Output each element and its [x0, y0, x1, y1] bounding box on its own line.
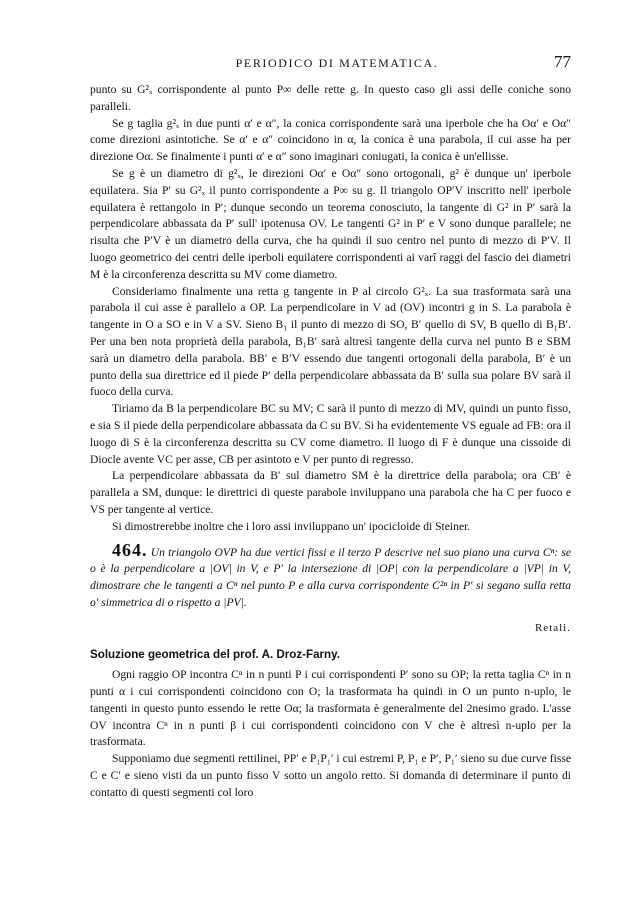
paragraph: punto su G²ₓ corrispondente al punto P∞ delle rette g. In questo caso gli assi delle coniche sono paralleli. [90, 83, 571, 113]
page-header [90, 52, 571, 82]
page-number: 77 [554, 52, 571, 71]
paragraph: La perpendicolare abbassata da B′ sul diametro SM è la direttrice della parabola; ora CB′ è parallela a SM, dunque: le direttrici di queste parabole inviluppano una parabola che ha C per fuoco e VS per tangente al vertice. [90, 469, 571, 516]
problem-author: Retali. [534, 621, 571, 634]
problem-statement [90, 539, 571, 612]
paragraph: Supponiamo due segmenti rettilinei, PP′ e P₁P₁′ i cui estremi P, P₁ e P′, P₁′ sieno su due curve fisse C e C′ e sieno visti da un punto fisso V sotto un angolo retto. Si domanda di determinare il punto di contatto di questi segmenti col loro [90, 752, 571, 799]
paragraph: Se g è un diametro di g²ₓ, le direzioni Oα′ e Oα″ sono ortogonali, g² è dunque un' iperbole equilatera. Sia P′ su G²ₓ il punto corrispondente a P∞ su g. Il triangolo OP′V inscritto nell' iperbole equilatera è rettangolo in P′; dunque secondo un teorema conosciuto, la tangente di G² in P′ sarà la perpendicolare abbassata da P′ sull' ipotenusa OV. Le tangenti G² in P′ e V sono dunque parallele; ne risulta che P′V è un diametro della curva, che ha quindi il suo centro nel punto di mezzo di P′V. Il luogo geometrico dei centri delle iperboli equilatere corrispondenti ai varî raggi del fascio dei diametri M è la circonferenza descritta su MV come diametro. [90, 166, 571, 281]
problem-text: Un triangolo OVP ha due vertici fissi e il terzo P descrive nel suo piano una curva Cⁿ: se o è la perpendicolare a |OV| in V, e P′ la intersezione di |OP| con la perpendicolare a |VP| in V, dimostrare che le tangenti a Cⁿ nel punto P e alla curva corrispondente C²ⁿ in P′ si segano sulla retta o′ simmetrica di o rispetto a |PV|. [90, 545, 571, 609]
paragraph: Ogni raggio OP incontra Cⁿ in n punti P i cui corrispondenti P′ sono su OP; la retta taglia Cⁿ in n punti α i cui corrispondenti coincidono con O; la trasformata ha quindi in O un punto n-uplo, le tangenti in questo punto essendo le rette Oα; la trasformata è generalmente del 2nesimo grado. L'asse OV incontra Cⁿ in n punti β i cui corrispondenti coincidono con V che è altresì n-uplo per la trasformata. [90, 668, 571, 749]
solution-title: Soluzione geometrica del prof. A. Droz-Farny. [90, 647, 340, 661]
paragraph: Si dimostrerebbe inoltre che i loro assi inviluppano un' ipocicloide di Steiner. [112, 519, 471, 533]
paragraph: Consideriamo finalmente una retta g tangente in P al circolo G²ₓ. La sua trasformata sarà una parabola il cui asse è parallelo a OP. La perpendicolare in V ad (OV) incontri g in S. La parabola è tangente in O a SO e in V a SV. Sieno B₁ il punto di mezzo di SO, B′ quello di SV, B quello di B₁B′. Per una ben nota proprietà della parabola, B₁B′ sarà altresì tangente della curva nel punto B e SBM sarà un diametro della parabola. BB′ e B′V essendo due tangenti ortogonali della parabola, B′ è un punto della sua direttrice ed il piede P′ della perpendicolare abbassata da B′ sulla sua polare BV sarà il fuoco della curva. [90, 284, 571, 399]
problem-number: 464. [112, 539, 148, 560]
article-body [90, 82, 571, 802]
paragraph: Tiriamo da B la perpendicolare BC su MV; C sarà il punto di mezzo di MV, quindi un punto fisso, e sia S il piede della perpendicolare abbassata da C su BV. Si ha evidentemente VS eguale ad FB: ora il luogo di S è la circonferenza descritta su CV come diametro. Il luogo di F è dunque una cissoide di Diocle avente VC per asse, CB per asintoto e V per punto di regresso. [90, 402, 571, 466]
paragraph: Se g taglia g²ₓ in due punti α′ e α″, la conica corrispondente sarà una iperbole che ha Oα′ e Oα″ come direzioni asintotiche. Se α′ e α″ coincidono in α, la conica è una parabola, il cui asse ha per direzione Oα. Se finalmente i punti α′ e α″ sono imaginari coniugati, la conica è un'ellisse. [90, 116, 571, 164]
running-head: PERIODICO DI MATEMATICA. [235, 56, 439, 70]
